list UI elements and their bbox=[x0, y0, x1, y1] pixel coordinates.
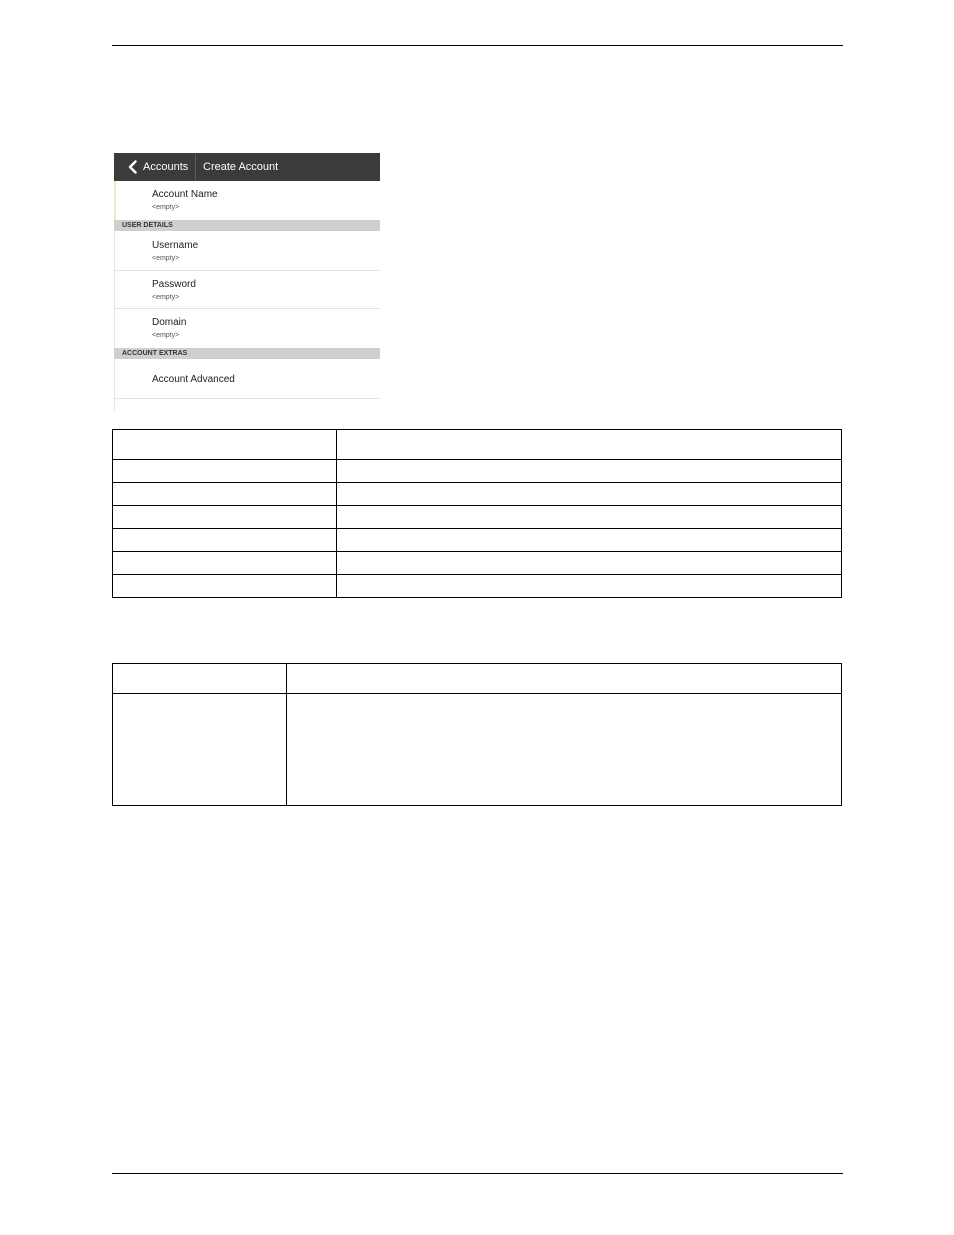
table-cell bbox=[337, 483, 842, 506]
action-bar bbox=[114, 153, 380, 181]
account-name-label: Account Name bbox=[152, 189, 218, 200]
notes-table bbox=[112, 663, 842, 806]
table-cell bbox=[113, 529, 337, 552]
table-row bbox=[113, 575, 842, 598]
table-row bbox=[113, 664, 842, 694]
table-row bbox=[113, 694, 842, 806]
footer-rule bbox=[112, 1173, 843, 1174]
table-cell bbox=[337, 430, 842, 460]
section-user-details: USER DETAILS bbox=[114, 220, 380, 231]
table-cell bbox=[113, 664, 287, 694]
table-cell bbox=[113, 506, 337, 529]
table-row bbox=[113, 552, 842, 575]
table-cell bbox=[113, 430, 337, 460]
header-rule bbox=[112, 45, 843, 46]
back-button[interactable] bbox=[114, 153, 195, 181]
domain-value: <empty> bbox=[152, 332, 180, 339]
action-bar-title: Create Account bbox=[203, 161, 279, 173]
account-name-item[interactable] bbox=[114, 181, 380, 219]
password-item[interactable] bbox=[114, 271, 380, 309]
domain-item[interactable] bbox=[114, 309, 380, 347]
table-row bbox=[113, 430, 842, 460]
table-cell bbox=[113, 575, 337, 598]
username-value: <empty> bbox=[152, 255, 180, 262]
password-value: <empty> bbox=[152, 294, 180, 301]
action-bar-divider bbox=[195, 153, 196, 181]
settings-table bbox=[112, 429, 842, 598]
username-item[interactable] bbox=[114, 231, 380, 271]
chevron-left-icon bbox=[128, 160, 137, 174]
section-account-extras: ACCOUNT EXTRAS bbox=[114, 348, 380, 359]
table-cell bbox=[337, 575, 842, 598]
username-label: Username bbox=[152, 240, 199, 251]
table-row bbox=[113, 506, 842, 529]
account-advanced-item[interactable] bbox=[114, 359, 380, 399]
table-cell bbox=[113, 483, 337, 506]
table-cell bbox=[337, 506, 842, 529]
create-account-screenshot bbox=[114, 153, 380, 411]
account-name-value: <empty> bbox=[152, 204, 180, 211]
table-cell bbox=[337, 529, 842, 552]
table-cell bbox=[287, 664, 842, 694]
back-label: Accounts bbox=[143, 161, 189, 173]
table-cell bbox=[113, 694, 287, 806]
table-row bbox=[113, 529, 842, 552]
account-advanced-label: Account Advanced bbox=[152, 374, 235, 385]
password-label: Password bbox=[152, 279, 196, 290]
table-row bbox=[113, 483, 842, 506]
table-cell bbox=[287, 694, 842, 806]
table-row bbox=[113, 460, 842, 483]
domain-label: Domain bbox=[152, 317, 187, 328]
table-cell bbox=[337, 552, 842, 575]
table-cell bbox=[337, 460, 842, 483]
table-cell bbox=[113, 460, 337, 483]
table-cell bbox=[113, 552, 337, 575]
